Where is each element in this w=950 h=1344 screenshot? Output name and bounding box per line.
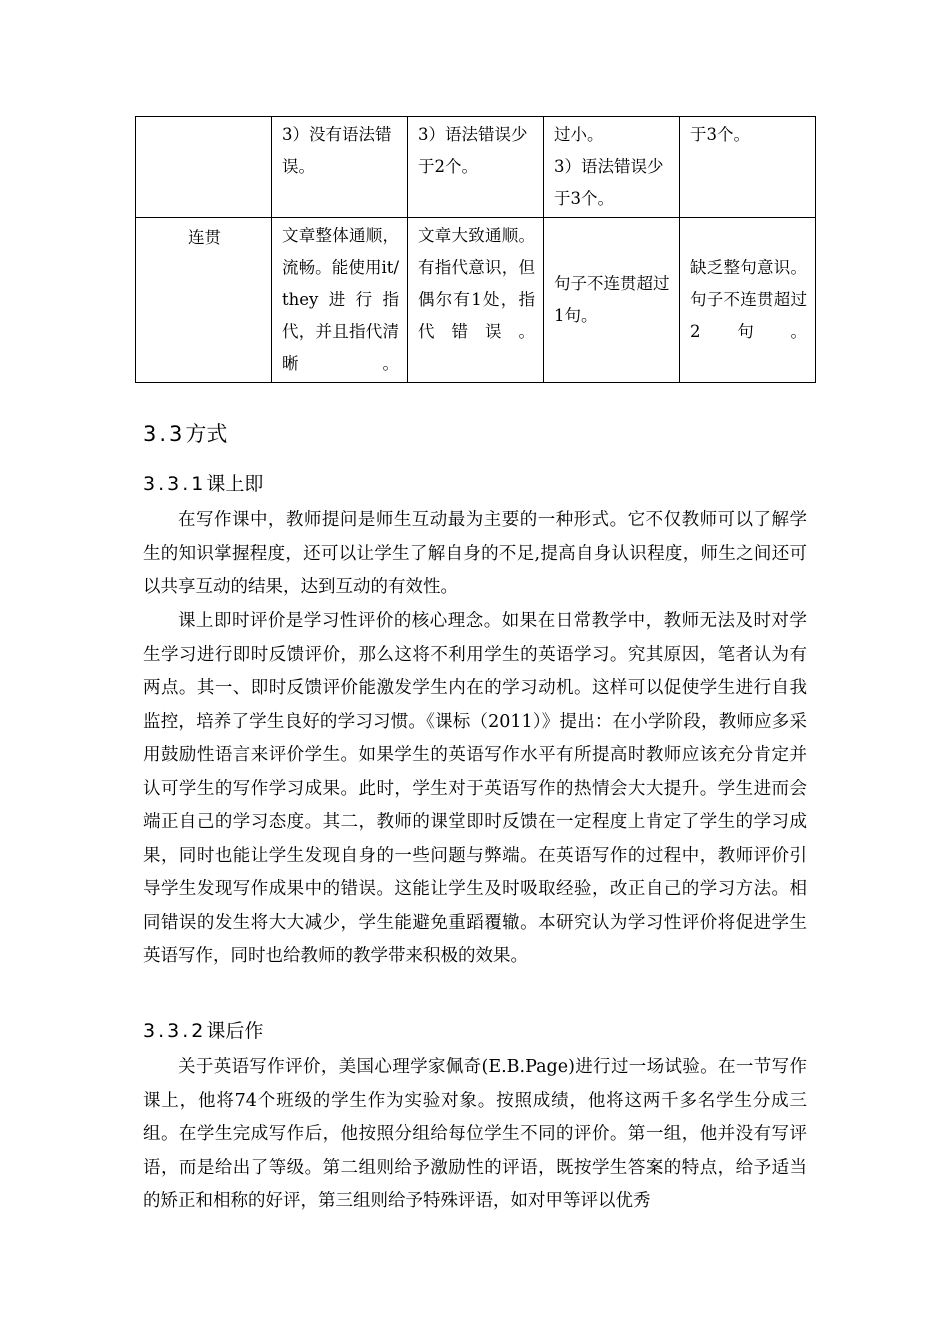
table-cell-label: 连贯 <box>136 218 272 383</box>
subsection-number: 3.3.2 <box>143 1020 207 1042</box>
table-cell: 于3个。 <box>680 117 816 218</box>
subsection-heading-1 <box>143 469 263 496</box>
paragraph: 在写作课中，教师提问是师生互动最为主要的一种形式。它不仅教师可以了解学生的知识掌握程度，还可以让学生了解自身的不足,提高自身认识程度，师生之间还可以共享互动的结果，达到互动的有效性。 <box>143 510 807 597</box>
subsection-heading-2 <box>143 1016 263 1043</box>
rubric-table <box>135 116 816 383</box>
section-number: 3.3 <box>143 422 186 446</box>
section-title: 方式 <box>185 422 228 446</box>
table-cell: 缺乏整句意识。句子不连贯超过2句。 <box>680 218 816 383</box>
table-cell-label <box>136 117 272 218</box>
table-cell: 过小。 3）语法错误少于3个。 <box>544 117 680 218</box>
section-heading <box>143 418 227 448</box>
paragraph: 关于英语写作评价，美国心理学家佩奇(E.B.Page)进行过一场试验。在一节写作课上，他将74个班级的学生作为实验对象。按照成绩，他将这两千多名学生分成三组。在学生完成写作后，他按照分组给每位学生不同的评价。第一组，他并没有写评语，而是给出了等级。第二组则给予激励性的评语，既按学生答案的特点，给予适当的矫正和相称的好评，第三组则给予特殊评语，如对甲等评以优秀 <box>143 1057 807 1211</box>
table-cell: 文章整体通顺，流畅。能使用it/they进行指代，并且指代清晰。 <box>272 218 408 383</box>
table-cell: 文章大致通顺。有指代意识，但偶尔有1处，指代错误。 <box>408 218 544 383</box>
table-cell: 3）语法错误少于2个。 <box>408 117 544 218</box>
table-row <box>136 117 816 218</box>
subsection-title: 课后作 <box>206 1020 264 1042</box>
table-cell: 3）没有语法错误。 <box>272 117 408 218</box>
subsection-title: 课上即 <box>206 473 264 495</box>
table-cell: 句子不连贯超过1句。 <box>544 218 680 383</box>
subsection-number: 3.3.1 <box>143 473 207 495</box>
table-row <box>136 218 816 383</box>
paragraph: 课上即时评价是学习性评价的核心理念。如果在日常教学中，教师无法及时对学生学习进行即时反馈评价，那么这将不利用学生的英语学习。究其原因，笔者认为有两点。其一、即时反馈评价能激发学生内在的学习动机。这样可以促使学生进行自我监控，培养了学生良好的学习习惯。《课标（2011）》提出：在小学阶段，教师应多采用鼓励性语言来评价学生。如果学生的英语写作水平有所提高时教师应该充分肯定并认可学生的写作学习成果。此时，学生对于英语写作的热情会大大提升。学生进而会端正自己的学习态度。其二，教师的课堂即时反馈在一定程度上肯定了学生的学习成果，同时也能让学生发现自身的一些问题与弊端。在英语写作的过程中，教师评价引导学生发现写作成果中的错误。这能让学生及时吸取经验，改正自己的学习方法。相同错误的发生将大大减少，学生能避免重蹈覆辙。本研究认为学习性评价将促进学生英语写作，同时也给教师的教学带来积极的效果。 <box>143 611 807 966</box>
